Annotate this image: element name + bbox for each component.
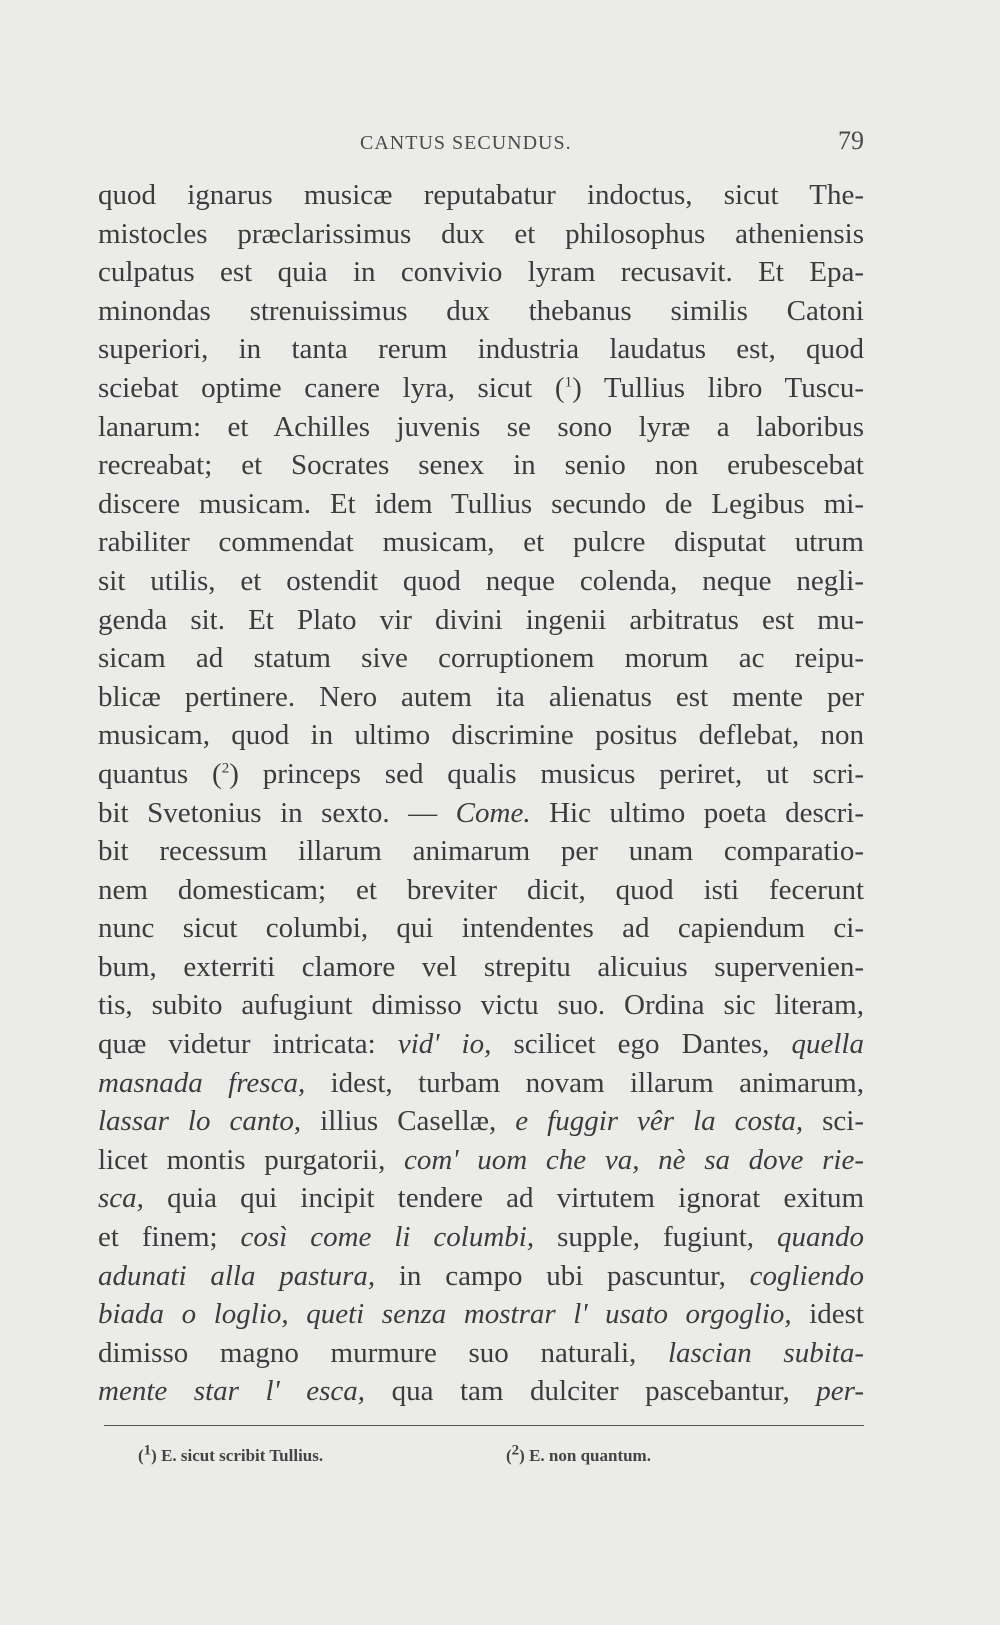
text-run: quæ videtur intricata: xyxy=(98,1028,398,1061)
text-run: bum, exterriti clamore vel strepitu alicuius supervenien- xyxy=(98,950,864,983)
italic-text: com' uom che va, nè sa dove rie- xyxy=(404,1143,864,1176)
italic-text: lassar lo canto, xyxy=(98,1105,302,1138)
page-number: 79 xyxy=(838,126,864,155)
italic-text: lascian subita- xyxy=(667,1336,864,1369)
text-run: minondas strenuissimus dux thebanus similis Catoni xyxy=(98,294,864,327)
page-header xyxy=(98,126,864,166)
text-line xyxy=(98,986,864,1025)
footnote-separator-rule xyxy=(104,1425,864,1426)
text-line xyxy=(98,215,864,254)
text-run: ) princeps sed qualis musicus periret, ut scri- xyxy=(229,757,864,790)
text-line xyxy=(98,639,864,678)
text-line xyxy=(98,755,864,794)
text-run: sit utilis, et ostendit quod neque colenda, neque negli- xyxy=(98,564,864,597)
text-line xyxy=(98,253,864,292)
text-line xyxy=(98,562,864,601)
text-run: tis, subito aufugiunt dimisso victu suo. Ordina sic literam, xyxy=(98,989,864,1022)
text-line xyxy=(98,1141,864,1180)
text-run: quia qui incipit tendere ad virtutem ignorat exitum xyxy=(143,1182,864,1215)
text-run: nunc sicut columbi, qui intendentes ad capiendum ci- xyxy=(98,912,864,945)
footnotes xyxy=(138,1442,858,1476)
text-line xyxy=(98,292,864,331)
text-line xyxy=(98,485,864,524)
text-line xyxy=(98,1218,864,1257)
text-run: sci- xyxy=(803,1105,864,1138)
italic-text: biada o loglio, queti senza mostrar l' usato orgoglio, xyxy=(98,1298,792,1331)
text-run: quantus ( xyxy=(98,757,222,790)
text-run: bit recessum illarum animarum per unam comparatio- xyxy=(98,835,864,868)
text-line xyxy=(98,871,864,910)
italic-text: così come li columbi, xyxy=(240,1221,535,1254)
italic-text: sca, xyxy=(98,1182,144,1215)
text-run: idest, turbam novam illarum animarum, xyxy=(305,1066,864,1099)
text-line xyxy=(98,794,864,833)
text-run: mistocles præclarissimus dux et philosophus atheniensis xyxy=(98,217,864,250)
text-line xyxy=(98,1179,864,1218)
text-line xyxy=(98,176,864,215)
running-title: CANTUS SECUNDUS. xyxy=(360,132,572,154)
italic-text: masnada fresca, xyxy=(98,1066,306,1099)
text-run: sciebat optime canere lyra, sicut ( xyxy=(98,371,565,404)
italic-text: quando xyxy=(776,1221,864,1254)
footnote-reference: 2 xyxy=(221,760,230,777)
text-run: discere musicam. Et idem Tullius secundo de Legibus mi- xyxy=(98,487,864,520)
text-run: sicam ad statum sive corruptionem morum ac reipu- xyxy=(98,642,864,675)
text-line xyxy=(98,1257,864,1296)
text-run: genda sit. Et Plato vir divini ingenii arbitratus est mu- xyxy=(98,603,864,636)
text-run: superiori, in tanta rerum industria laudatus est, quod xyxy=(98,333,864,366)
footnote-2-mark: 2 xyxy=(511,1442,520,1459)
italic-text: Come. xyxy=(455,796,531,829)
text-line xyxy=(98,678,864,717)
italic-text: adunati alla pastura, xyxy=(98,1259,376,1292)
text-line xyxy=(98,1334,864,1373)
text-line xyxy=(98,1372,864,1411)
footnote-2: ($^2$) E. non quantum. xyxy=(506,1442,651,1465)
text-run: qua tam dulciter pascebantur, xyxy=(365,1375,817,1408)
text-line xyxy=(98,408,864,447)
text-line xyxy=(98,330,864,369)
footnote-1-mark: 1 xyxy=(143,1442,152,1459)
footnote-1: ($^1$) E. sicut scribit Tullius. xyxy=(138,1442,324,1465)
text-run: bit Svetonius in sexto. — xyxy=(98,796,456,829)
text-run: quod ignarus musicæ reputabatur indoctus, sicut The- xyxy=(98,179,864,211)
text-line xyxy=(98,601,864,640)
italic-text: cogliendo xyxy=(749,1259,864,1292)
main-text-block xyxy=(98,176,864,1411)
text-run: illius Casellæ, xyxy=(301,1105,516,1138)
text-run: licet montis purgatorii, xyxy=(98,1143,405,1176)
text-run: lanarum: et Achilles juvenis se sono lyræ a laboribus xyxy=(98,410,864,443)
italic-text: quella xyxy=(791,1028,864,1061)
text-run: scilicet ego Dantes, xyxy=(491,1028,792,1061)
text-run: culpatus est quia in convivio lyram recusavit. Et Epa- xyxy=(98,256,864,289)
italic-text: per- xyxy=(816,1375,864,1408)
text-line xyxy=(98,369,864,408)
text-run: Hic ultimo poeta descri- xyxy=(530,796,864,829)
text-run: in campo ubi pascuntur, xyxy=(375,1259,750,1292)
text-line xyxy=(98,1064,864,1103)
text-line xyxy=(98,523,864,562)
text-run: dimisso magno murmure suo naturali, xyxy=(98,1336,668,1369)
text-line xyxy=(98,909,864,948)
text-run: blicæ pertinere. Nero autem ita alienatus est mente per xyxy=(98,680,864,713)
footnote-reference: 1 xyxy=(564,374,573,391)
text-run: idest xyxy=(791,1298,864,1331)
text-line xyxy=(98,1025,864,1064)
italic-text: vid' io, xyxy=(397,1028,492,1061)
text-line xyxy=(98,716,864,755)
text-run: nem domesticam; et breviter dicit, quod isti fecerunt xyxy=(98,873,864,906)
text-line xyxy=(98,1295,864,1334)
text-line xyxy=(98,948,864,987)
text-run: ) Tullius libro Tuscu- xyxy=(572,371,864,404)
text-line xyxy=(98,446,864,485)
text-run: supple, fugiunt, xyxy=(534,1221,777,1254)
italic-text: mente star l' esca, xyxy=(98,1375,366,1408)
text-line xyxy=(98,832,864,871)
text-line xyxy=(98,1102,864,1141)
text-run: musicam, quod in ultimo discrimine positus deflebat, non xyxy=(98,719,864,752)
italic-text: e fuggir vêr la costa, xyxy=(515,1105,804,1138)
text-run: et finem; xyxy=(98,1221,241,1254)
text-run: recreabat; et Socrates senex in senio non erubescebat xyxy=(98,449,864,482)
text-run: rabiliter commendat musicam, et pulcre disputat utrum xyxy=(98,526,864,559)
